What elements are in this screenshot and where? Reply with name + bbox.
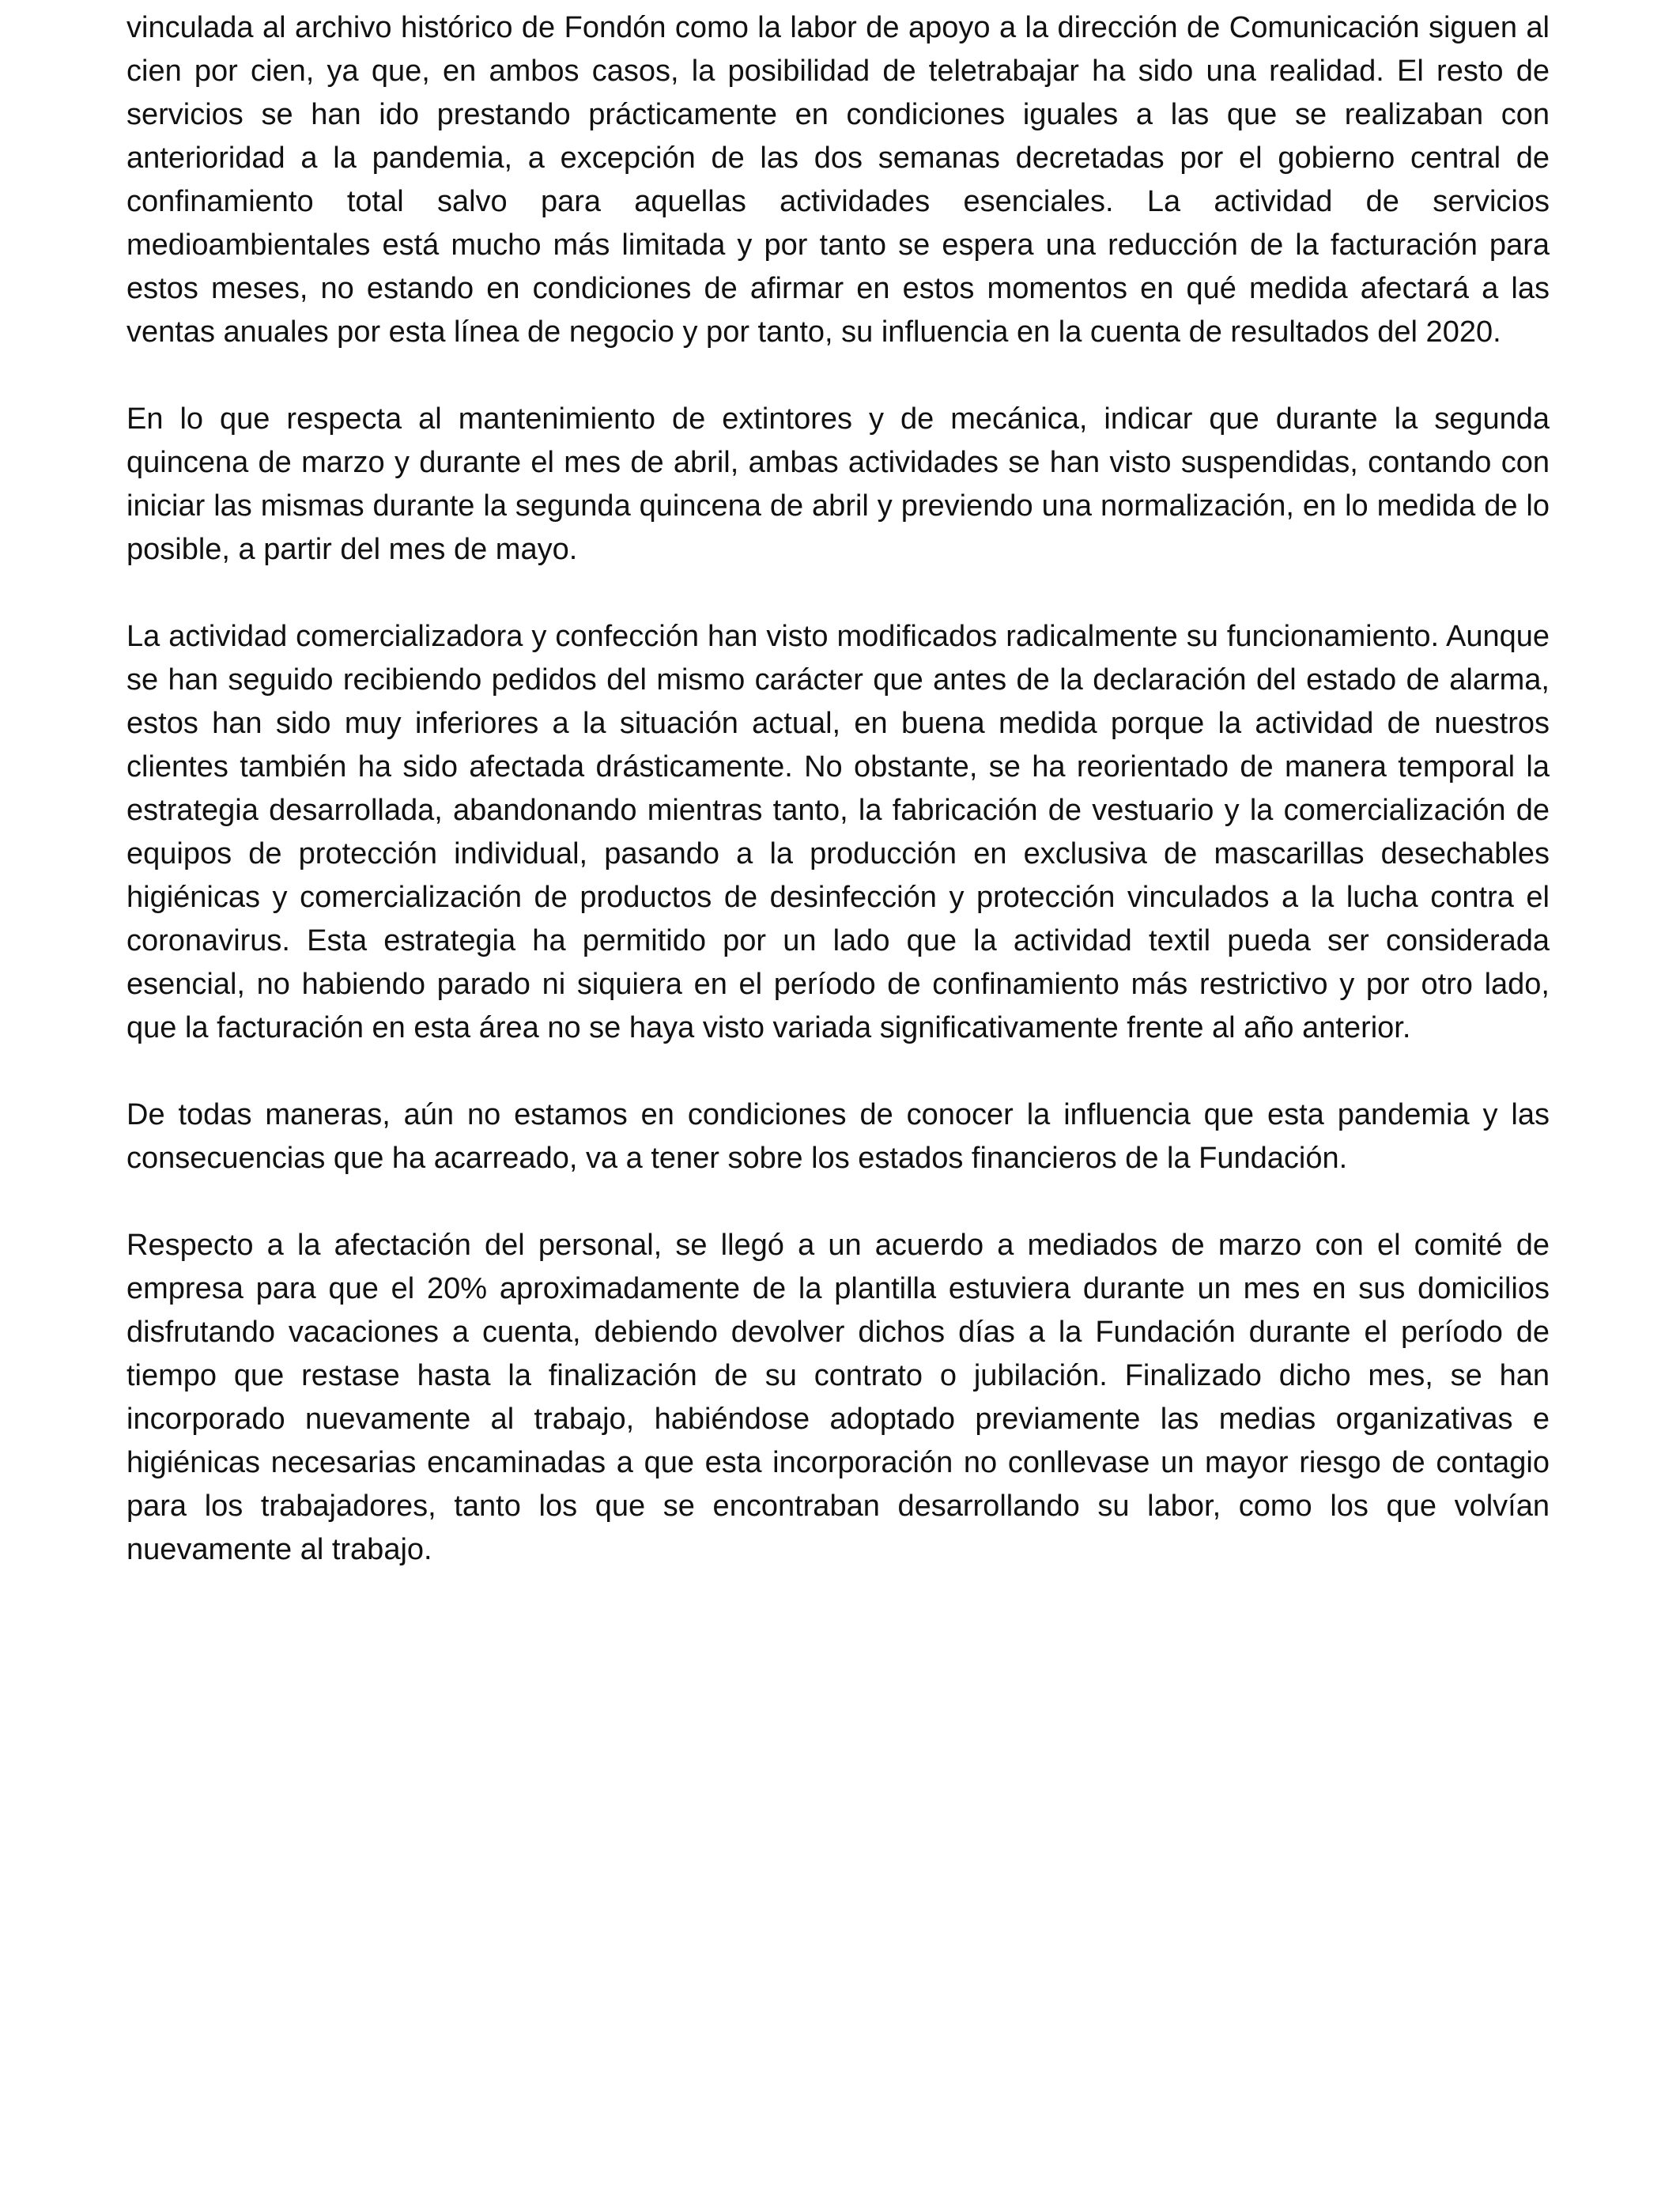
paragraph-staff: Respecto a la afectación del personal, se llegó a un acuerdo a mediados de marzo con el comité de empresa para que el 20% aproximadamente de la plantilla estuviera durante un mes en sus domicilios disfrutando vacaciones a cuenta, debiendo devolver dichos días a la Fundación durante el período de tiempo que restase hasta la finalización de su contrato o jubilación. Finalizado dicho mes, se han incorporado nuevamente al trabajo, habiéndose adoptado previamente las medias organizativas e higiénicas necesarias encaminadas a que esta incorporación no conllevase un mayor riesgo de contagio para los trabajadores, tanto los que se encontraban desarrollando su labor, como los que volvían nuevamente al trabajo.: [126, 1229, 1550, 1566]
paragraph-services: vinculada al archivo histórico de Fondón como la labor de apoyo a la dirección de Comunicación siguen al cien por cien, ya que, en ambos casos, la posibilidad de teletrabajar ha sido una realidad. El resto de servicios se han ido prestando prácticamente en condiciones iguales a las que se realizaban con anterioridad a la pandemia, a excepción de las dos semanas decretadas por el gobierno central de confinamiento total salvo para aquellas actividades esenciales. La actividad de servicios medioambientales está mucho más limitada y por tanto se espera una reducción de la facturación para estos meses, no estando en condiciones de afirmar en estos momentos en qué medida afectará a las ventas anuales por esta línea de negocio y por tanto, su influencia en la cuenta de resultados del 2020.: [126, 11, 1550, 349]
paragraph-maintenance: En lo que respecta al mantenimiento de extintores y de mecánica, indicar que durante la segunda quincena de marzo y durante el mes de abril, ambas actividades se han visto suspendidas, contando con iniciar las mismas durante la segunda quincena de abril y previendo una normalización, en lo medida de lo posible, a partir del mes de mayo.: [126, 402, 1550, 566]
paragraph-financial-impact: De todas maneras, aún no estamos en condiciones de conocer la influencia que esta pandemia y las consecuencias que ha acarreado, va a tener sobre los estados financieros de la Fundación.: [126, 1098, 1550, 1175]
document-body: [126, 6, 1550, 1572]
paragraph-commercial-activity: La actividad comercializadora y confección han visto modificados radicalmente su funcionamiento. Aunque se han seguido recibiendo pedidos del mismo carácter que antes de la declaración del estado de alarma, estos han sido muy inferiores a la situación actual, en buena medida porque la actividad de nuestros clientes también ha sido afectada drásticamente. No obstante, se ha reorientado de manera temporal la estrategia desarrollada, abandonando mientras tanto, la fabricación de vestuario y la comercialización de equipos de protección individual, pasando a la producción en exclusiva de mascarillas desechables higiénicas y comercialización de productos de desinfección y protección vinculados a la lucha contra el coronavirus. Esta estrategia ha permitido por un lado que la actividad textil pueda ser considerada esencial, no habiendo parado ni siquiera en el período de confinamiento más restrictivo y por otro lado, que la facturación en esta área no se haya visto variada significativamente frente al año anterior.: [126, 620, 1550, 1044]
